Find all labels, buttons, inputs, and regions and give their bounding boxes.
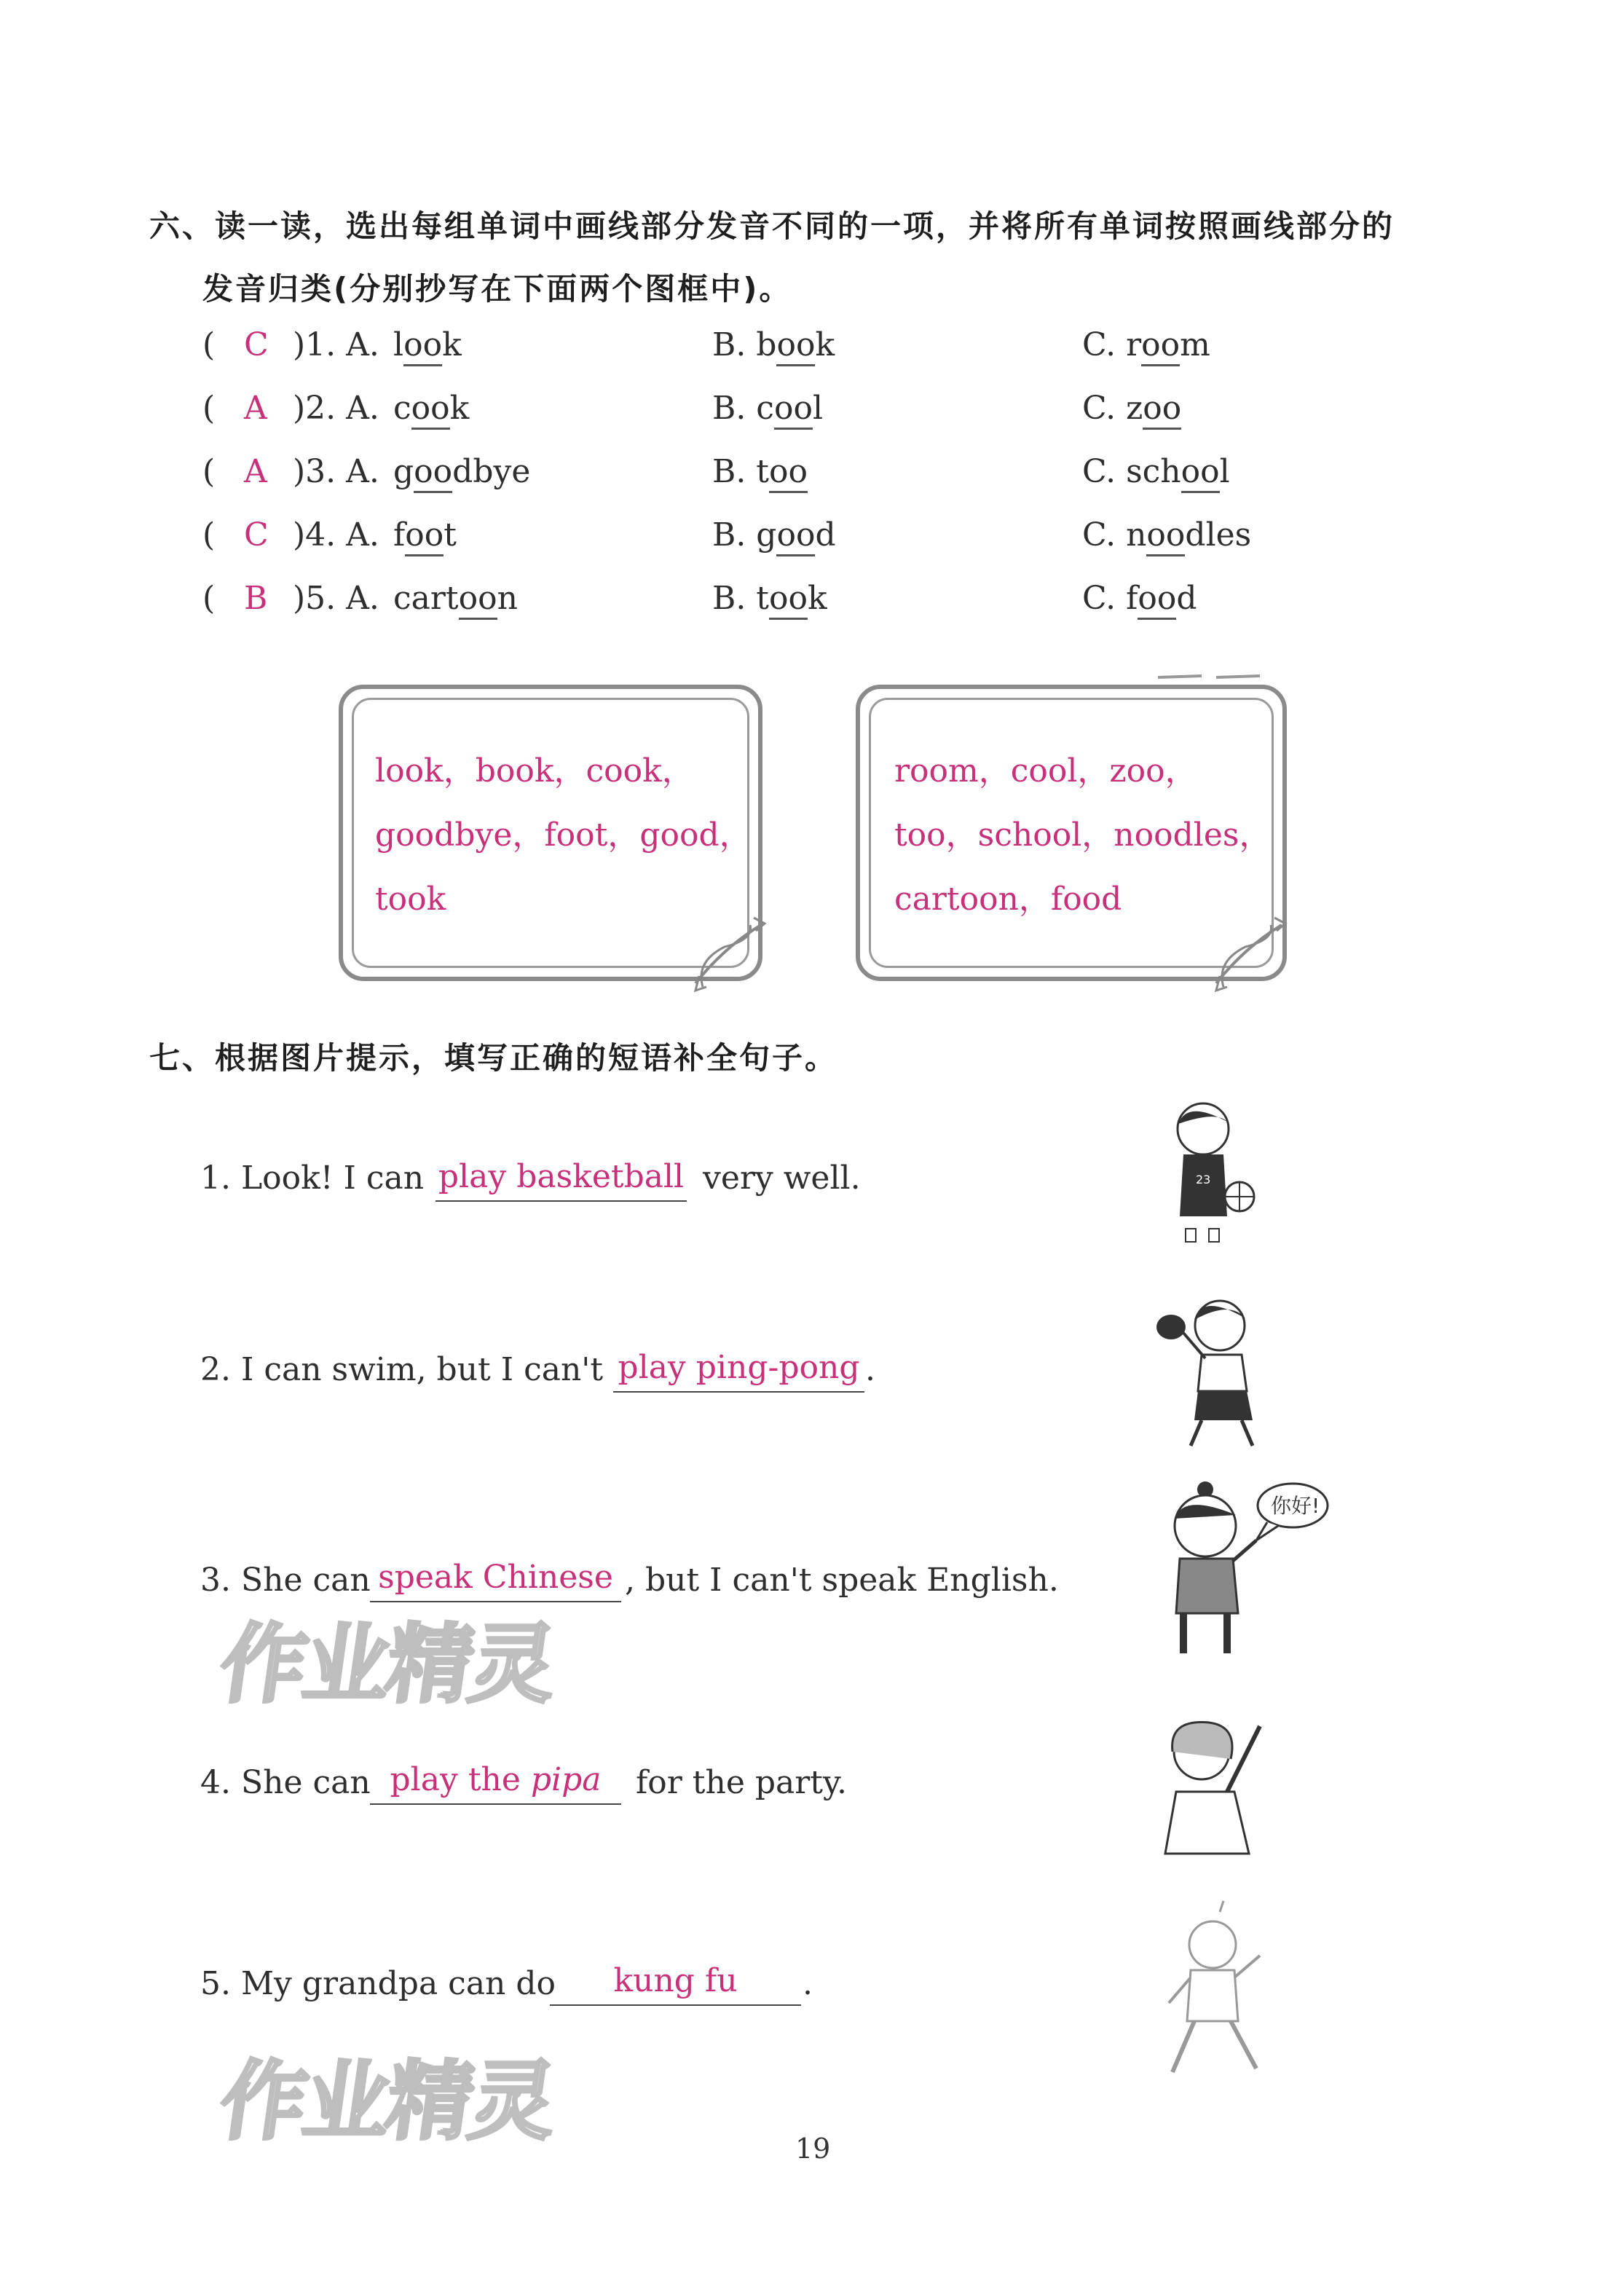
question-number: )3. A. [293, 453, 379, 490]
question-row: ( [202, 516, 216, 554]
sort-box-2-text: room，cool，zoo， too，school，noodles， cartoon，food [894, 752, 1272, 918]
speech-bubble-text: 你好! [1271, 1494, 1320, 1518]
option-c: C. room [1082, 326, 1210, 363]
answer-choice[interactable]: B [244, 580, 268, 617]
option-b: B. took [712, 580, 827, 617]
page-curl-icon [681, 903, 776, 998]
page-number: 19 [795, 2133, 831, 2165]
sentence-1-suffix: very well. [703, 1160, 861, 1197]
option-c: C. zoo [1082, 390, 1181, 427]
option-b: B. good [712, 516, 836, 554]
question-row: ( [202, 390, 216, 427]
sentence-3-prefix: 3. She can [200, 1562, 371, 1599]
section6-title-line2: 发音归类(分别抄写在下面两个图框中)。 [202, 271, 792, 307]
sentence-4-suffix: for the party. [636, 1764, 847, 1801]
sentence-5-prefix: 5. My grandpa can do [200, 1965, 556, 2002]
question-number: )1. A. [293, 326, 379, 363]
sentence-2-suffix: . [865, 1351, 875, 1388]
answer-blank-5[interactable]: kung fu [550, 1961, 801, 2006]
question-row [202, 326, 215, 363]
jersey-number: 23 [1196, 1173, 1211, 1186]
question-number: )2. A. [293, 390, 379, 427]
answer-blank-1[interactable]: play basketball [435, 1157, 687, 1202]
answer-blank-4[interactable]: play the pipa [370, 1760, 621, 1805]
option-b: B. cool [712, 390, 823, 427]
girl-speaking-illustration [1147, 1475, 1351, 1679]
basketball-player-illustration [1158, 1096, 1267, 1256]
watermark-logo: 作业精灵 [213, 1614, 561, 1715]
option-a: look [393, 326, 462, 363]
option-b: B. book [712, 326, 835, 363]
pipa-player-illustration [1151, 1712, 1274, 1865]
section6-title-line1: 六、读一读，选出每组单词中画线部分发音不同的一项，并将所有单词按照画线部分的 [149, 208, 1395, 244]
paren-open: ( [202, 326, 216, 363]
option-a: cook [393, 390, 469, 427]
sentence-4-prefix: 4. She can [200, 1764, 371, 1801]
option-c: C. food [1082, 580, 1197, 617]
watermark-logo: 作业精灵 [213, 2051, 561, 2152]
sentence-1-prefix: 1. Look! I can [200, 1160, 425, 1197]
sentence-2-prefix: 2. I can swim, but I can't [200, 1351, 604, 1388]
sort-box-1-text: look，book，cook， goodbye，foot，good， took [375, 752, 752, 918]
option-c: C. school [1082, 453, 1230, 490]
kung-fu-grandpa-illustration [1151, 1894, 1274, 2083]
sentence-3-suffix: , but I can't speak English. [625, 1562, 1059, 1599]
answer-choice[interactable]: C [244, 516, 269, 554]
answer-blank-2[interactable]: play ping-pong [613, 1347, 864, 1393]
ping-pong-player-illustration [1151, 1289, 1289, 1457]
answer-choice[interactable]: A [244, 390, 267, 427]
answer-choice[interactable]: C [244, 326, 269, 363]
question-number: )5. A. [293, 580, 379, 617]
answer-choice[interactable]: A [244, 453, 267, 490]
option-a: foot [393, 516, 457, 554]
page-curl-icon [1202, 903, 1296, 998]
box-decor-lines [1151, 669, 1267, 690]
question-number: )4. A. [293, 516, 379, 554]
question-row: ( [202, 580, 216, 617]
sentence-5-suffix: . [803, 1965, 813, 2002]
option-c: C. noodles [1082, 516, 1251, 554]
section7-title: 七、根据图片提示，填写正确的短语补全句子。 [149, 1040, 838, 1076]
question-row: ( [202, 453, 216, 490]
option-a: goodbye [393, 453, 530, 490]
option-a: cartoon [393, 580, 518, 617]
answer-blank-3[interactable]: speak Chinese [370, 1557, 621, 1602]
option-b: B. too [712, 453, 808, 490]
